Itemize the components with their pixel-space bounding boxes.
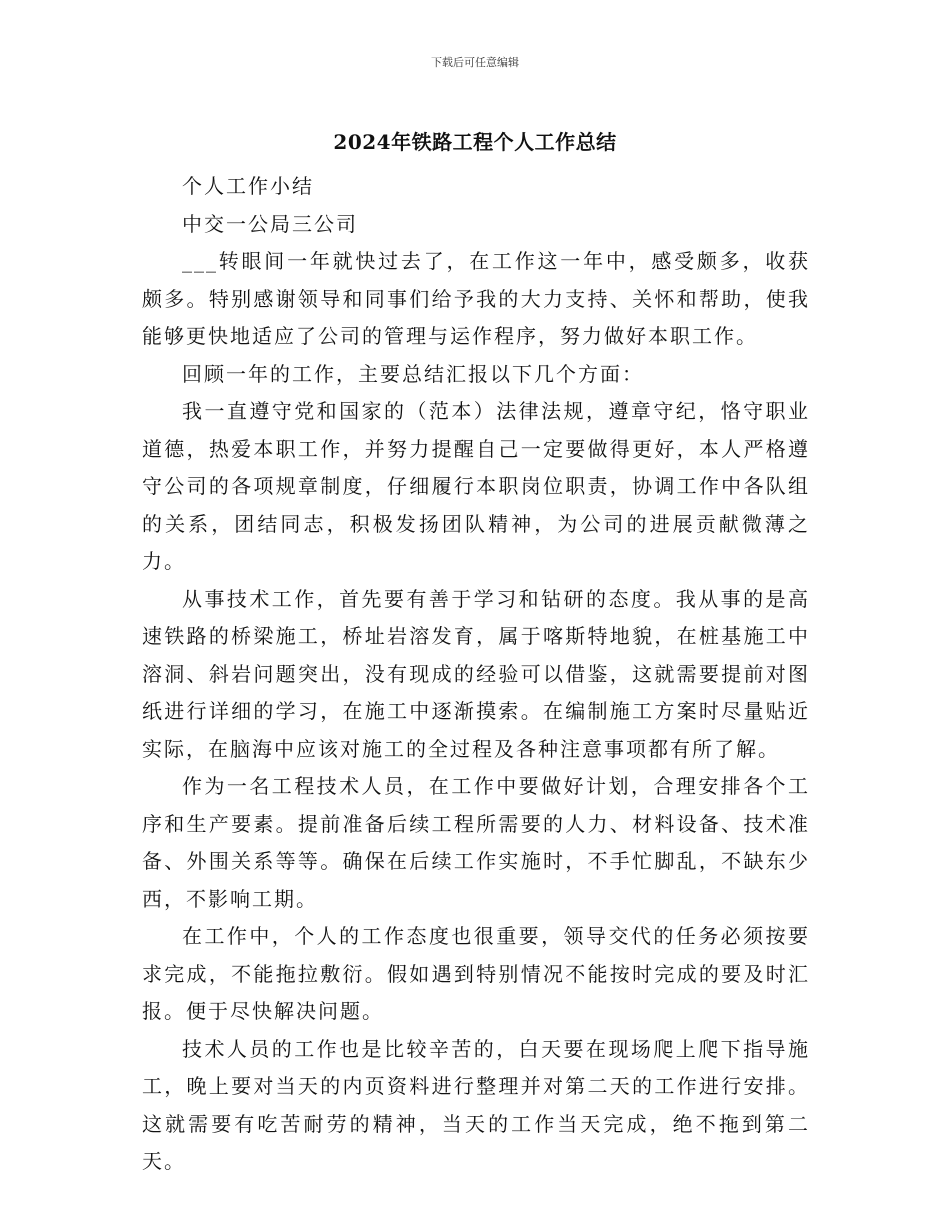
- paragraph: 回顾一年的工作，主要总结汇报以下几个方面：: [182, 361, 644, 386]
- paragraph: 从事技术工作，首先要有善于学习和钻研的态度。我从事的是高速铁路的桥梁施工，桥址岩溶发育，属于喀斯特地貌，在桩基施工中溶洞、斜岩问题突出，没有现成的经验可以借鉴，这就需要提前对图纸进行详细的学习，在施工中逐渐摸索。在编制施工方案时尽量贴近实际，在脑海中应该对施工的全过程及各种注意事项都有所了解。: [142, 586, 810, 761]
- paragraph: 中交一公局三公司: [182, 211, 358, 236]
- paragraph: 作为一名工程技术人员，在工作中要做好计划，合理安排各个工序和生产要素。提前准备后续工程所需要的人力、材料设备、技术准备、外围关系等等。确保在后续工作实施时，不手忙脚乱，不缺东少西，不影响工期。: [142, 774, 810, 911]
- paragraph: 技术人员的工作也是比较辛苦的，白天要在现场爬上爬下指导施工，晚上要对当天的内页资料进行整理并对第二天的工作进行安排。这就需要有吃苦耐劳的精神，当天的工作当天完成，绝不拖到第二天。: [142, 1036, 810, 1173]
- paragraph: 我一直遵守党和国家的（范本）法律法规，遵章守纪，恪守职业道德，热爱本职工作，并努力提醒自己一定要做得更好，本人严格遵守公司的各项规章制度，仔细履行本职岗位职责，协调工作中各队组的关系，团结同志，积极发扬团队精神，为公司的进展贡献微薄之力。: [142, 399, 810, 573]
- document-title: 2024年铁路工程个人工作总结: [333, 130, 617, 154]
- header-note: 下载后可任意编辑: [431, 56, 519, 69]
- paragraph: 在工作中，个人的工作态度也很重要，领导交代的任务必须按要求完成，不能拖拉敷衍。假如遇到特别情况不能按时完成的要及时汇报。便于尽快解决问题。: [142, 924, 810, 1023]
- paragraph: 个人工作小结: [182, 174, 314, 198]
- document-body: [142, 168, 810, 1181]
- paragraph: ___转眼间一年就快过去了，在工作这一年中，感受颇多，收获颇多。特别感谢领导和同事们给予我的大力支持、关怀和帮助，使我能够更快地适应了公司的管理与运作程序，努力做好本职工作。: [142, 249, 810, 348]
